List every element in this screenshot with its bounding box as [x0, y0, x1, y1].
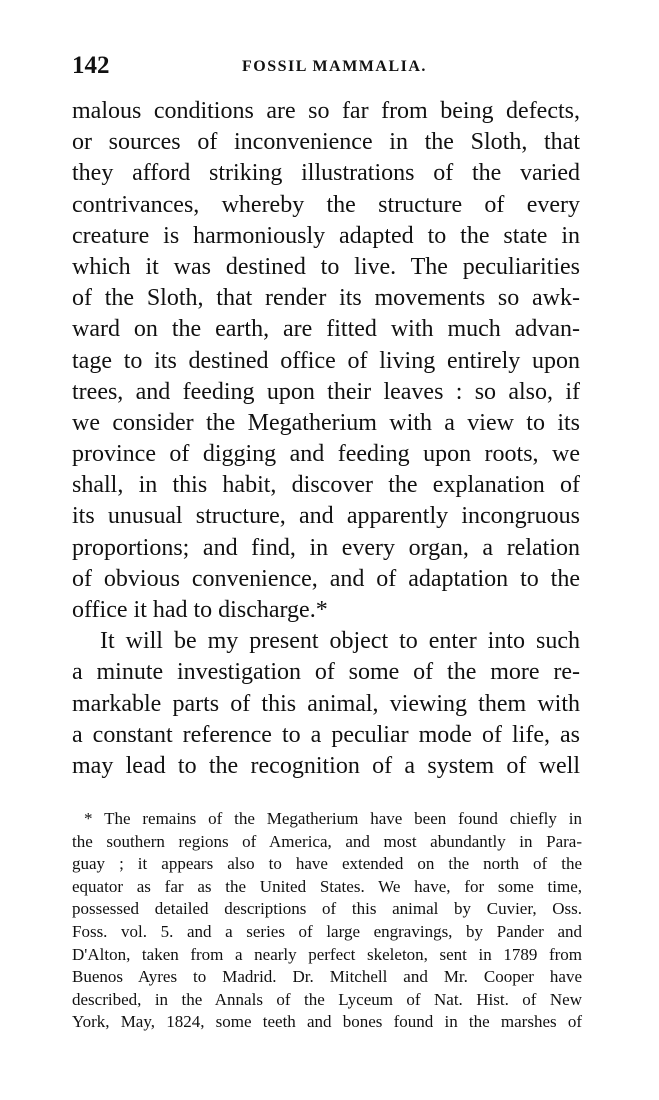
body-line: a minute investigation of some of the more re-	[72, 659, 580, 686]
page-header	[72, 52, 582, 92]
body-line: ward on the earth, are fitted with much advan-	[72, 316, 580, 343]
body-line: proportions; and find, in every organ, a relation	[72, 534, 580, 561]
running-head: FOSSIL MAMMALIA.	[242, 58, 427, 75]
footnote-line: described, in the Annals of the Lyceum of Nat. Hist. of New	[72, 989, 582, 1009]
body-line: of obvious convenience, and of adaptation to the	[72, 565, 580, 592]
body-line: province of digging and feeding upon roots, we	[72, 441, 580, 468]
paragraph-end-line: office it had to discharge.*	[72, 597, 328, 623]
body-line: may lead to the recognition of a system of well	[72, 752, 580, 779]
footnote	[72, 808, 582, 1034]
footnote-line: Foss. vol. 5. and a series of large engravings, by Pander and	[72, 921, 582, 941]
body-line: shall, in this habit, discover the explanation of	[72, 472, 580, 499]
body-line: markable parts of this animal, viewing them with	[72, 690, 580, 717]
page-number: 142	[72, 52, 110, 79]
footnote-line: the southern regions of America, and most abundantly in Para-	[72, 831, 582, 851]
body-line: or sources of inconvenience in the Sloth, that	[72, 129, 580, 156]
footnote-line: York, May, 1824, some teeth and bones found in the marshes of	[72, 1012, 582, 1032]
body-line: a constant reference to a peculiar mode of life, as	[72, 721, 580, 748]
footnote-line: possessed detailed descriptions of this animal by Cuvier, Oss.	[72, 899, 582, 919]
body-line: creature is harmoniously adapted to the state in	[72, 222, 580, 249]
body-line: contrivances, whereby the structure of every	[72, 191, 580, 218]
paragraph-start-line: It will be my present object to enter into such	[100, 628, 580, 655]
body-line: we consider the Megatherium with a view to its	[72, 409, 580, 436]
body-text	[72, 96, 580, 782]
body-line: trees, and feeding upon their leaves : so also, if	[72, 378, 580, 405]
footnote-line: equator as far as the United States. We have, for some time,	[72, 876, 582, 896]
footnote-line: Buenos Ayres to Madrid. Dr. Mitchell and Mr. Cooper have	[72, 967, 582, 987]
body-line: they afford striking illustrations of the varied	[72, 160, 580, 187]
body-line: malous conditions are so far from being defects,	[72, 98, 580, 124]
body-line: which it was destined to live. The peculiarities	[72, 253, 580, 280]
body-line: its unusual structure, and apparently incongruous	[72, 503, 580, 530]
body-line: of the Sloth, that render its movements so awk-	[72, 285, 580, 312]
body-line: tage to its destined office of living entirely upon	[72, 347, 580, 374]
footnote-line: * The remains of the Megatherium have been found chiefly in	[84, 809, 582, 828]
footnote-line: guay ; it appears also to have extended on the north of the	[72, 854, 582, 874]
footnote-line: D'Alton, taken from a nearly perfect skeleton, sent in 1789 from	[72, 944, 582, 964]
